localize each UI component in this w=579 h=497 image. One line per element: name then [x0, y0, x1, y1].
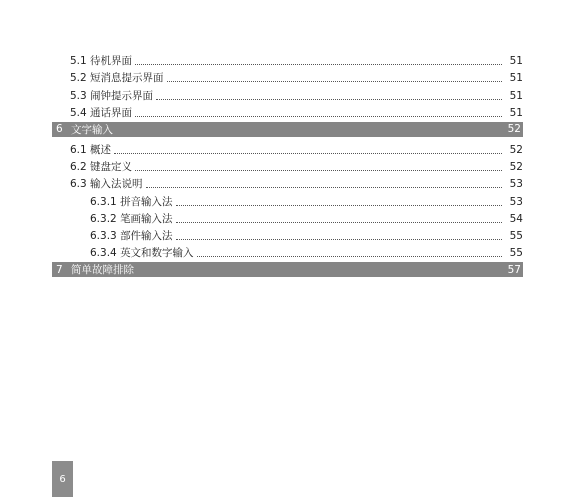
- toc-entry-text: 待机界面: [90, 55, 133, 68]
- toc-entry-number: 6.3.4: [90, 247, 117, 260]
- toc-entry-page: 51: [509, 89, 523, 102]
- table-of-contents: [52, 51, 523, 280]
- chapter-title: 文字输入: [71, 123, 113, 136]
- page-number: 6: [59, 473, 66, 485]
- dot-leader: [176, 221, 502, 223]
- toc-entry-title: [90, 196, 173, 209]
- toc-entry-number: 5.3: [70, 89, 87, 102]
- toc-entry-title: [70, 161, 132, 174]
- toc-entry-number: 6.1: [70, 143, 87, 156]
- toc-entry-number: 5.4: [70, 106, 87, 119]
- dot-leader: [135, 63, 502, 65]
- toc-entry-text: 输入法说明: [90, 178, 143, 191]
- page-number-tab: [52, 461, 73, 497]
- dot-leader: [146, 186, 502, 188]
- toc-entry-title: [70, 90, 153, 103]
- toc-entry-text: 通话界面: [90, 106, 133, 119]
- toc-entry-6-3[interactable]: [52, 174, 523, 191]
- toc-entry-number: 6.2: [70, 161, 87, 174]
- dot-leader: [135, 169, 502, 171]
- toc-entry-number: 6.3.1: [90, 195, 117, 208]
- toc-entry-text: 英文和数字输入: [120, 247, 194, 260]
- toc-entry-text: 概述: [90, 143, 112, 156]
- toc-entry-number: 6.3.2: [90, 212, 117, 225]
- toc-entry-page: 53: [509, 195, 523, 208]
- toc-entry-page: 51: [509, 72, 523, 85]
- toc-entry-6-1[interactable]: [52, 140, 523, 157]
- toc-entry-text: 键盘定义: [90, 161, 133, 174]
- toc-entry-6-3-1[interactable]: [52, 191, 523, 208]
- toc-chapter-7[interactable]: [52, 262, 523, 277]
- toc-entry-5-3[interactable]: [52, 85, 523, 102]
- toc-entry-6-3-3[interactable]: [52, 226, 523, 243]
- dot-leader: [135, 115, 502, 117]
- toc-entry-number: 6.3: [70, 178, 87, 191]
- toc-entry-page: 51: [509, 106, 523, 119]
- toc-entry-5-2[interactable]: [52, 68, 523, 85]
- toc-entry-page: 55: [509, 247, 523, 260]
- toc-entry-text: 部件输入法: [120, 229, 173, 242]
- dot-leader: [167, 80, 502, 82]
- dot-leader: [176, 204, 502, 206]
- chapter-title: 简单故障排除: [71, 264, 134, 277]
- toc-entry-text: 拼音输入法: [120, 195, 173, 208]
- toc-entry-page: 54: [509, 212, 523, 225]
- toc-entry-page: 51: [509, 55, 523, 68]
- chapter-page: 52: [507, 123, 521, 136]
- toc-entry-5-4[interactable]: [52, 103, 523, 120]
- toc-entry-page: 53: [509, 178, 523, 191]
- dot-leader: [114, 152, 502, 154]
- toc-entry-5-1[interactable]: [52, 51, 523, 68]
- toc-entry-title: [70, 107, 132, 120]
- toc-entry-text: 闹钟提示界面: [90, 89, 154, 102]
- toc-entry-number: 5.2: [70, 72, 87, 85]
- toc-entry-6-2[interactable]: [52, 157, 523, 174]
- chapter-page: 57: [507, 263, 521, 276]
- toc-entry-title: [70, 178, 143, 191]
- toc-entry-6-3-4[interactable]: [52, 243, 523, 260]
- toc-entry-title: [70, 144, 111, 157]
- toc-entry-title: [70, 72, 164, 85]
- toc-entry-page: 55: [509, 229, 523, 242]
- toc-entry-number: 6.3.3: [90, 229, 117, 242]
- toc-entry-title: [90, 230, 173, 243]
- toc-entry-title: [90, 247, 194, 260]
- toc-entry-6-3-2[interactable]: [52, 209, 523, 226]
- dot-leader: [176, 238, 502, 240]
- toc-chapter-6[interactable]: [52, 122, 523, 137]
- toc-entry-text: 短消息提示界面: [90, 72, 164, 85]
- chapter-number: 6: [56, 123, 63, 136]
- chapter-number: 7: [56, 263, 63, 276]
- toc-entry-text: 笔画输入法: [120, 212, 173, 225]
- toc-entry-title: [70, 55, 132, 68]
- toc-entry-title: [90, 213, 173, 226]
- dot-leader: [156, 98, 502, 100]
- toc-entry-page: 52: [509, 143, 523, 156]
- dot-leader: [197, 255, 502, 257]
- toc-entry-page: 52: [509, 161, 523, 174]
- toc-entry-number: 5.1: [70, 55, 87, 68]
